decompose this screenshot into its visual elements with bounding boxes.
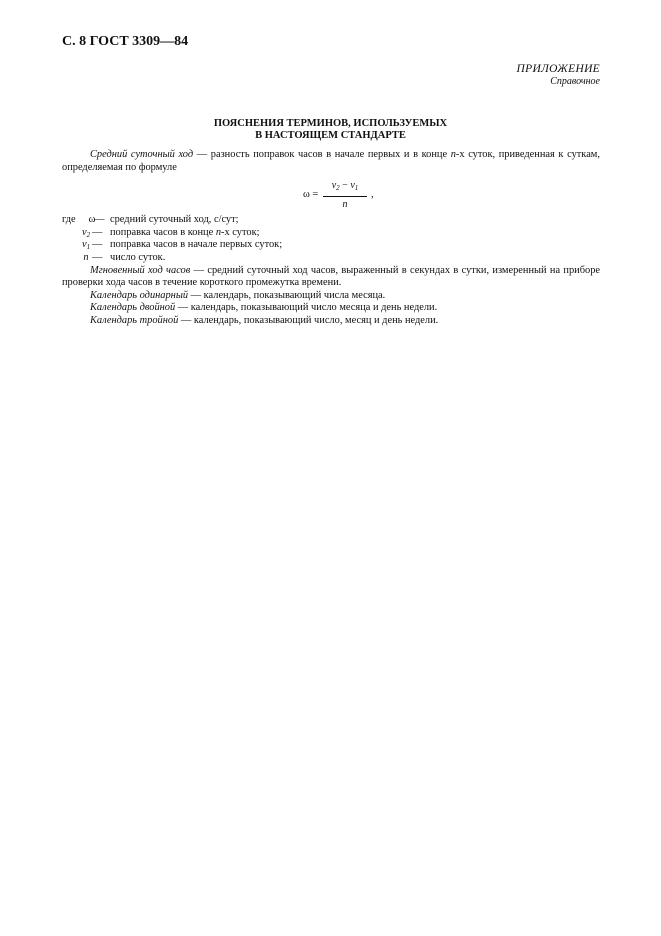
term-name: Календарь двойной	[90, 302, 176, 314]
intro-text-2: -х суток, приведенная к суткам, определяемая по формуле	[62, 149, 600, 173]
term-paragraph	[62, 265, 600, 290]
term-paragraph	[62, 315, 600, 328]
page-header: С. 8 ГОСТ 3309—84	[62, 34, 189, 49]
where-dash: —	[92, 226, 103, 238]
where-symbol-letter: v	[81, 226, 87, 238]
term-definition: — календарь, показывающий число месяца и день недели.	[175, 302, 438, 314]
where-symbol-letter: v	[81, 239, 87, 251]
intro-paragraph	[62, 149, 600, 174]
formula-num-a-sub: 2	[336, 184, 340, 193]
term-definition: — календарь, показывающий числа месяца.	[188, 289, 386, 301]
where-text: средний суточный ход, с/сут;	[110, 214, 239, 226]
where-row-v2	[62, 227, 600, 240]
where-text	[110, 227, 260, 240]
where-text-a: поправка часов в конце	[110, 226, 216, 238]
where-text: число суток.	[110, 251, 166, 263]
term-definition: — календарь, показывающий число, месяц и день недели.	[178, 314, 439, 326]
intro-text-1: — разность поправок часов в начале первых и в конце	[193, 149, 451, 160]
intro-var-n: n	[450, 149, 456, 160]
document-body	[62, 149, 600, 328]
term-name: Календарь одинарный	[90, 289, 189, 301]
where-symbol-sub: 2	[86, 230, 91, 239]
formula-num-b-sub: 1	[354, 184, 359, 193]
where-symbol-sub: 1	[86, 243, 91, 252]
where-text-b: -х суток;	[221, 226, 260, 238]
where-row-n	[62, 252, 600, 265]
where-dash: —	[92, 239, 103, 251]
formula-fraction	[323, 180, 367, 211]
where-dash: —	[94, 214, 105, 226]
formula-num-a: v	[331, 180, 337, 192]
formula-denominator: n	[342, 198, 348, 210]
where-row-omega	[62, 214, 600, 227]
term-definition: — средний суточный ход часов, выраженный в секундах в сутки, измеренный на приборе проверки хода часов в течение короткого промежутка времени.	[62, 264, 601, 289]
formula-num-b: v	[350, 180, 355, 192]
section-title-line-2: В НАСТОЯЩЕМ СТАНДАРТЕ	[255, 130, 406, 141]
intro-term: Средний суточный ход	[90, 149, 194, 160]
section-title	[0, 118, 661, 142]
term-name: Календарь тройной	[90, 314, 179, 326]
formula-lhs: ω =	[303, 189, 319, 201]
term-name: Мгновенный ход часов	[90, 264, 191, 276]
section-title-line-1: ПОЯСНЕНИЯ ТЕРМИНОВ, ИСПОЛЬЗУЕМЫХ	[213, 118, 448, 129]
term-paragraph	[62, 290, 600, 303]
formula-comma: ,	[371, 189, 374, 201]
where-dash: —	[92, 251, 103, 263]
where-text-var: n	[215, 226, 222, 238]
where-symbol: n	[83, 251, 89, 263]
formula-numerator	[323, 180, 367, 197]
formula-minus: −	[339, 180, 351, 192]
appendix-label-block	[517, 63, 600, 87]
appendix-kind: Справочное	[550, 76, 600, 87]
where-lead: где	[62, 214, 76, 226]
term-paragraph	[62, 302, 600, 315]
appendix-label: ПРИЛОЖЕНИЕ	[516, 63, 600, 75]
formula	[62, 180, 600, 210]
where-text: поправка часов в начале первых суток;	[110, 239, 283, 251]
where-symbol: ω	[88, 214, 96, 226]
where-row-v1	[62, 239, 600, 252]
